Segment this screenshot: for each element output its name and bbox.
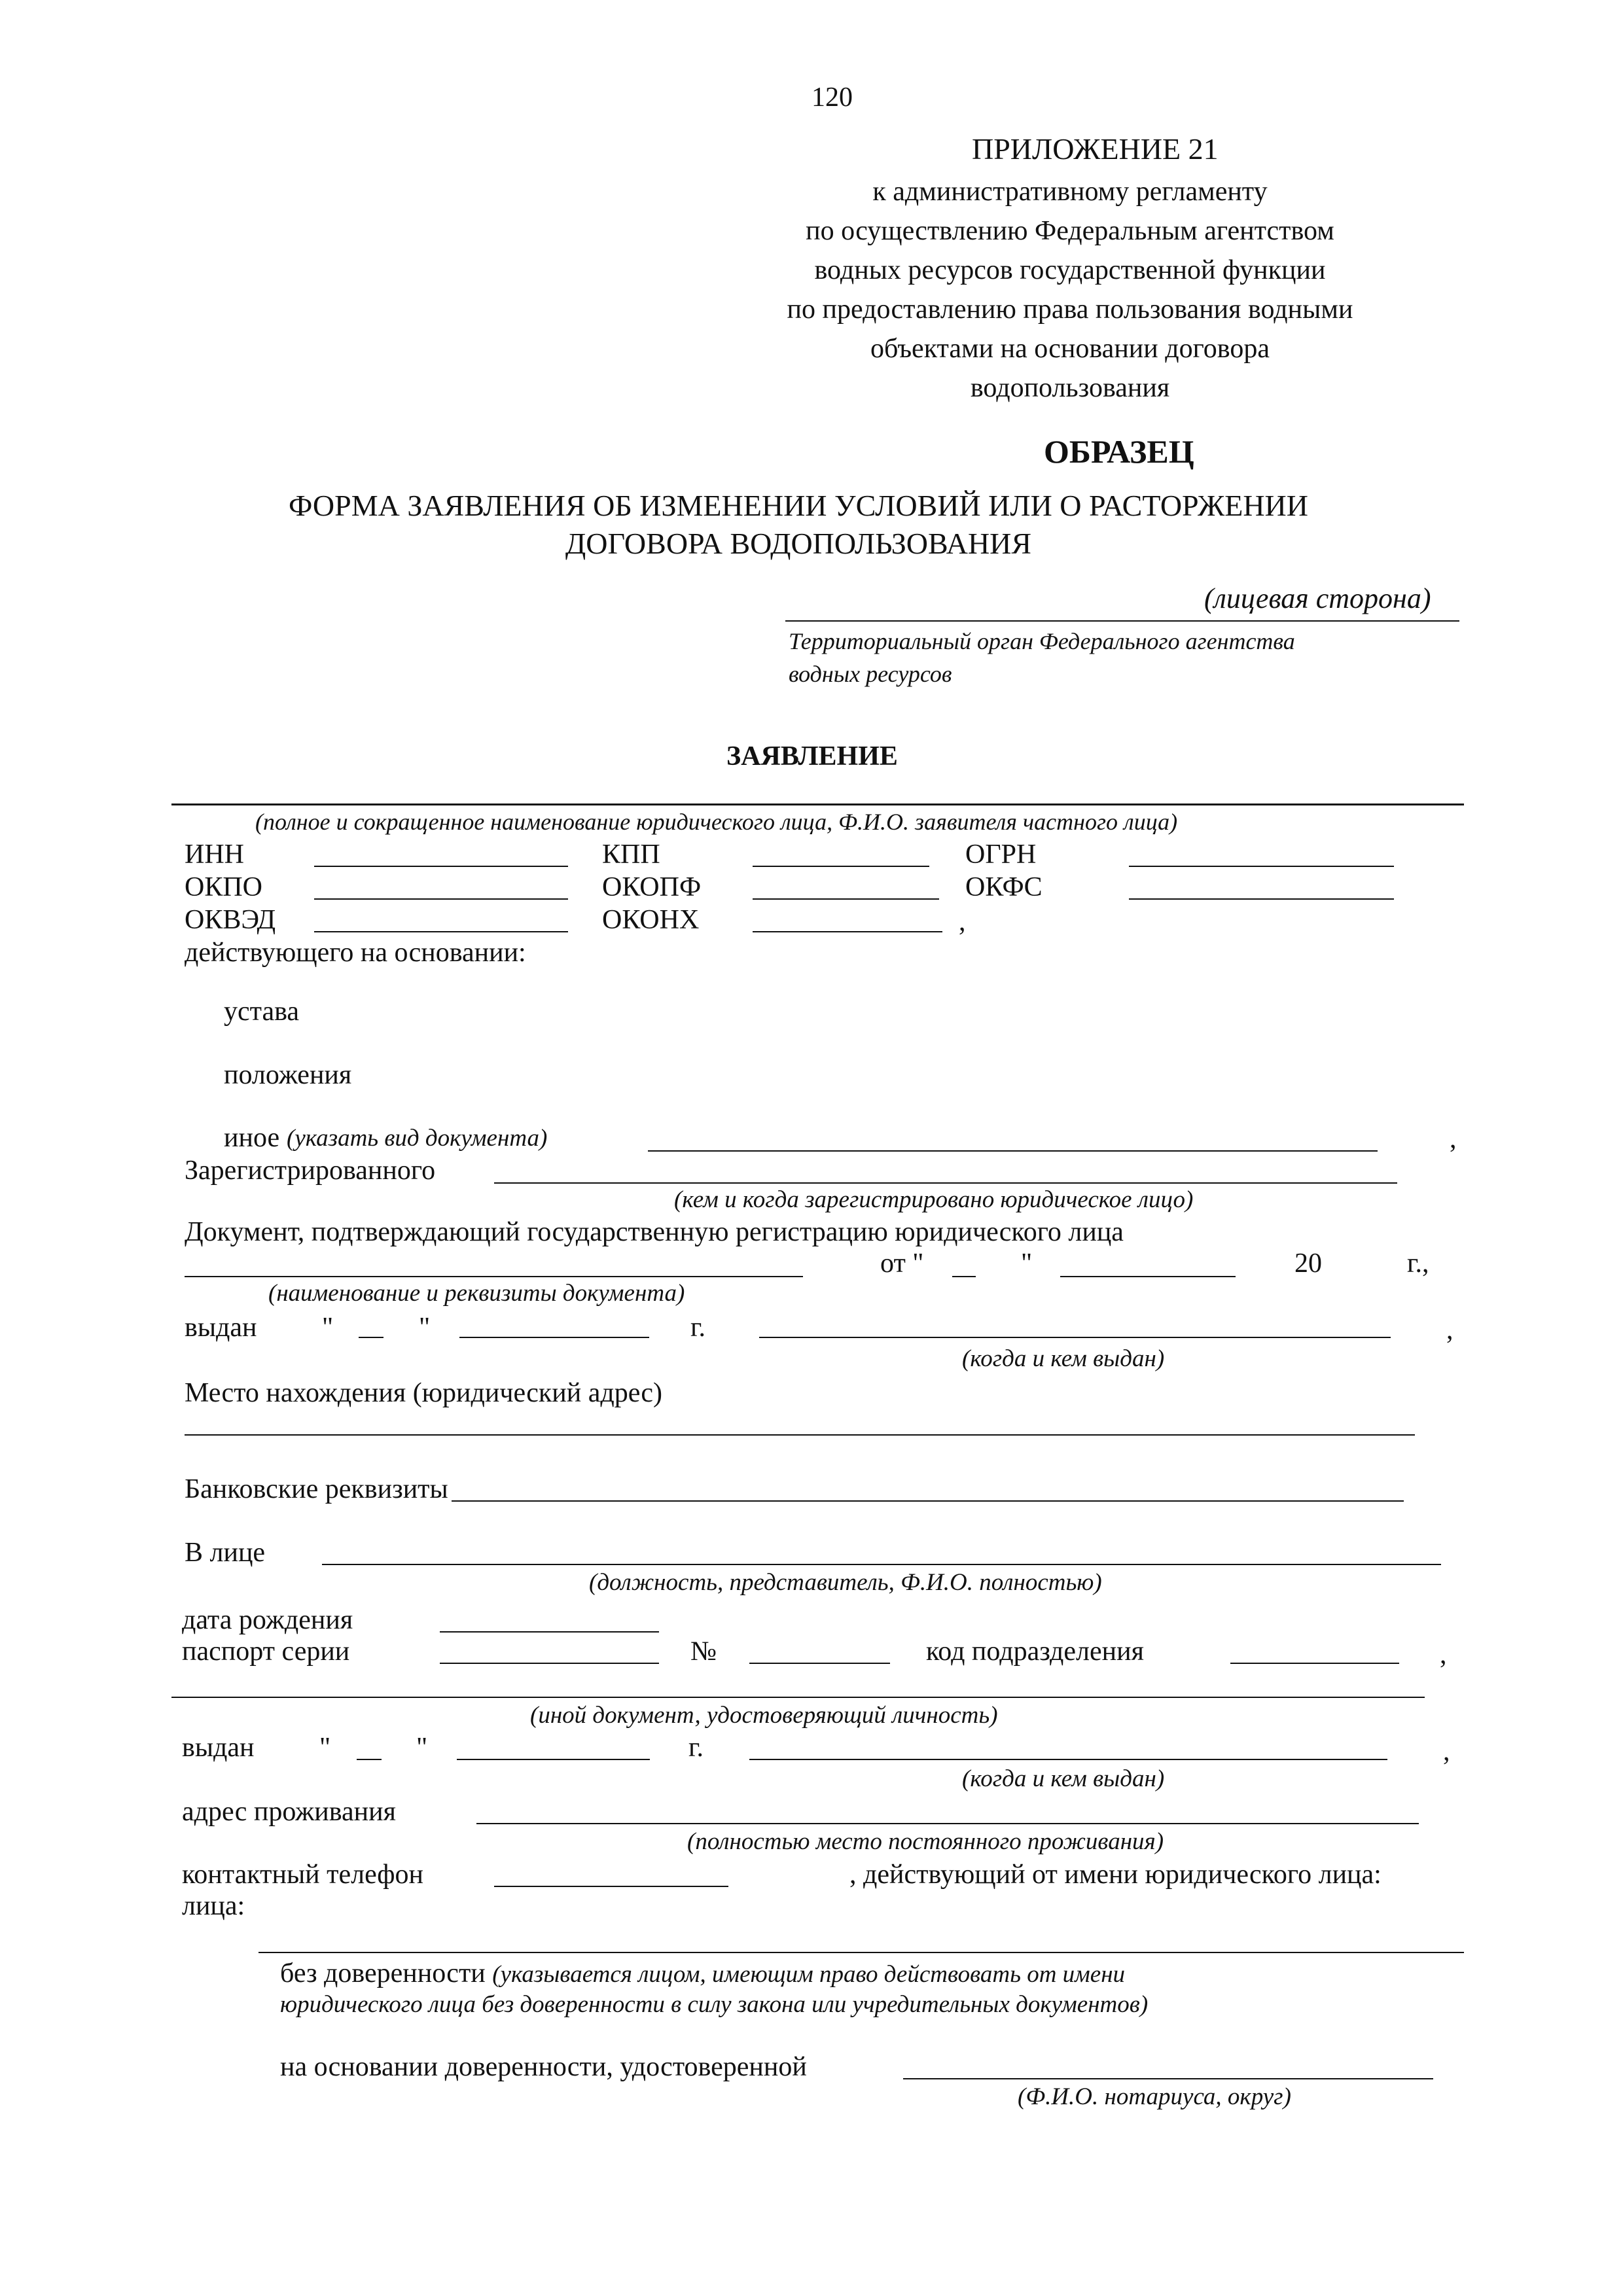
- okopf-field[interactable]: [753, 898, 939, 900]
- okonh-comma: ,: [959, 907, 966, 937]
- person-trailing-label: лица:: [182, 1891, 245, 1921]
- notary-field[interactable]: [903, 2078, 1433, 2079]
- okfs-label: ОКФС: [965, 872, 1043, 902]
- passport-label: паспорт серии: [182, 1636, 350, 1667]
- registered-label: Зарегистрированного: [185, 1156, 436, 1186]
- issued-comma: ,: [1446, 1315, 1454, 1345]
- applicant-hint: (полное и сокращенное наименование юридического лица, Ф.И.О. заявителя частного лица): [255, 809, 1178, 835]
- appendix-line: по предоставлению права пользования водными: [787, 294, 1353, 325]
- without-poa-hint: (указывается лицом, имеющим право действовать от имени: [492, 1961, 1126, 1988]
- notary-hint: (Ф.И.О. нотариуса, округ): [1018, 2083, 1291, 2110]
- division-label: код подразделения: [926, 1636, 1144, 1667]
- ogrn-label: ОГРН: [965, 839, 1037, 870]
- appendix-line: водопользования: [970, 373, 1170, 403]
- bank-label: Банковские реквизиты: [185, 1474, 448, 1504]
- basis-charter[interactable]: устава: [224, 997, 300, 1027]
- without-poa-hint: юридического лица без доверенности в силу закона или учредительных документов): [280, 1991, 1149, 2018]
- issued2-label: выдан: [182, 1733, 255, 1763]
- basis-regulation[interactable]: положения: [224, 1060, 352, 1090]
- registration-quote: ": [1021, 1248, 1033, 1279]
- issued-day-field[interactable]: [359, 1337, 383, 1338]
- okpo-label: ОКПО: [185, 872, 263, 902]
- residence-field[interactable]: [476, 1823, 1419, 1824]
- registered-hint: (кем и когда зарегистрировано юридическое лицо): [674, 1186, 1194, 1213]
- okonh-label: ОКОНХ: [602, 905, 700, 935]
- registered-field[interactable]: [494, 1182, 1397, 1184]
- passport-number-field[interactable]: [749, 1663, 890, 1664]
- recipient-line: [785, 620, 1459, 622]
- appendix-line: объектами на основании договора: [870, 334, 1270, 364]
- recipient: водных ресурсов: [789, 661, 952, 687]
- form-title: ФОРМА ЗАЯВЛЕНИЯ ОБ ИЗМЕНЕНИИ УСЛОВИЙ ИЛИ О РАСТОРЖЕНИИ: [289, 489, 1308, 522]
- okpo-field[interactable]: [314, 898, 568, 900]
- division-field[interactable]: [1230, 1663, 1399, 1664]
- id-doc-hint: (иной документ, удостоверяющий личность): [530, 1702, 998, 1729]
- phone-field[interactable]: [494, 1886, 728, 1887]
- issued2-comma: ,: [1443, 1737, 1450, 1767]
- basis-other[interactable]: иное: [224, 1123, 280, 1153]
- issued2-month-field[interactable]: [457, 1759, 650, 1760]
- registration-doc-label: Документ, подтверждающий государственную регистрацию юридического лица: [185, 1217, 1124, 1247]
- registration-year: 20: [1294, 1248, 1322, 1279]
- statement-title: ЗАЯВЛЕНИЕ: [726, 741, 898, 771]
- front-side-label: (лицевая сторона): [1204, 582, 1431, 614]
- okopf-label: ОКОПФ: [602, 872, 702, 902]
- issued-quote: ": [419, 1313, 431, 1343]
- issued-by-field[interactable]: [759, 1337, 1391, 1338]
- residence-label: адрес проживания: [182, 1797, 396, 1827]
- appendix-line: к административному регламенту: [872, 177, 1268, 207]
- basis-other-field[interactable]: [648, 1150, 1378, 1152]
- okved-field[interactable]: [314, 931, 568, 932]
- registration-month-field[interactable]: [1060, 1276, 1236, 1277]
- passport-series-field[interactable]: [440, 1663, 659, 1664]
- page-number: 120: [812, 82, 853, 113]
- registration-doc-hint: (наименование и реквизиты документа): [268, 1280, 685, 1307]
- inn-field[interactable]: [314, 866, 568, 867]
- issued2-year: г.: [688, 1733, 704, 1763]
- basis-other-hint: (указать вид документа): [287, 1125, 548, 1152]
- birth-field[interactable]: [440, 1631, 659, 1633]
- passport-number-label: №: [690, 1636, 717, 1667]
- sample-label: ОБРАЗЕЦ: [1044, 433, 1194, 470]
- issued-year: г.: [690, 1313, 705, 1343]
- basis-other-comma: ,: [1450, 1124, 1457, 1154]
- address-label: Место нахождения (юридический адрес): [185, 1378, 663, 1408]
- registration-year-suffix: г.,: [1407, 1248, 1429, 1279]
- inn-label: ИНН: [185, 839, 244, 870]
- birth-label: дата рождения: [182, 1605, 353, 1635]
- issued-label: выдан: [185, 1313, 257, 1343]
- registration-doc-field[interactable]: [185, 1276, 803, 1277]
- appendix-title: ПРИЛОЖЕНИЕ 21: [972, 132, 1219, 166]
- registration-day-field[interactable]: [952, 1276, 976, 1277]
- bank-field[interactable]: [452, 1500, 1404, 1502]
- registration-from: от ": [880, 1248, 924, 1279]
- issued-month-field[interactable]: [459, 1337, 649, 1338]
- without-poa-lead: без доверенности: [280, 1958, 486, 1988]
- applicant-line: [171, 804, 1464, 805]
- ogrn-field[interactable]: [1129, 866, 1394, 867]
- kpp-field[interactable]: [753, 866, 929, 867]
- okfs-field[interactable]: [1129, 898, 1394, 900]
- issued2-by-field[interactable]: [749, 1759, 1387, 1760]
- acting-field[interactable]: [259, 1952, 1464, 1953]
- recipient: Территориальный орган Федерального агентства: [789, 628, 1295, 654]
- basis-label: действующего на основании:: [185, 938, 526, 968]
- issued2-quote: ": [319, 1733, 331, 1763]
- form-title: ДОГОВОРА ВОДОПОЛЬЗОВАНИЯ: [565, 527, 1032, 560]
- kpp-label: КПП: [602, 839, 660, 870]
- division-comma: ,: [1440, 1640, 1447, 1670]
- issued-hint: (когда и кем выдан): [962, 1345, 1165, 1372]
- without-poa-label[interactable]: [280, 1960, 1125, 1987]
- address-field[interactable]: [185, 1434, 1415, 1436]
- issued2-day-field[interactable]: [357, 1759, 382, 1760]
- person-field[interactable]: [322, 1564, 1441, 1565]
- with-poa-label: на основании доверенности, удостоверенной: [280, 2052, 807, 2082]
- person-hint: (должность, представитель, Ф.И.О. полностью): [589, 1569, 1102, 1596]
- phone-label: контактный телефон: [182, 1860, 423, 1890]
- residence-hint: (полностью место постоянного проживания): [687, 1828, 1164, 1855]
- id-doc-field[interactable]: [171, 1697, 1425, 1698]
- person-label: В лице: [185, 1538, 266, 1568]
- appendix-line: по осуществлению Федеральным агентством: [806, 216, 1334, 246]
- issued2-hint: (когда и кем выдан): [962, 1765, 1165, 1792]
- okonh-field[interactable]: [753, 931, 942, 932]
- issued-quote: ": [322, 1313, 334, 1343]
- acting-label: , действующий от имени юридического лица:: [849, 1860, 1382, 1890]
- issued2-quote: ": [416, 1733, 428, 1763]
- appendix-line: водных ресурсов государственной функции: [814, 255, 1326, 285]
- okved-label: ОКВЭД: [185, 905, 276, 935]
